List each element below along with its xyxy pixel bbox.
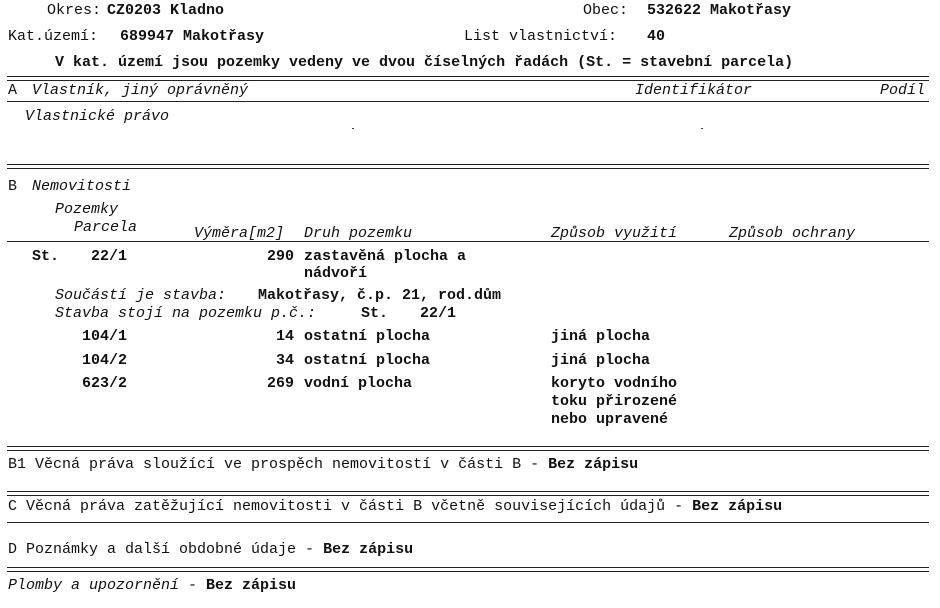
section-a-title: Vlastník, jiný oprávněný [32,82,249,99]
parcel-number: 104/2 [82,352,128,369]
section-b-rule-top-2 [7,168,929,169]
section-a-letter: A [8,82,18,99]
parcel-prefix: St. [32,248,60,265]
col-podil: Podíl [880,82,926,99]
section-d-status: Bez zápisu [323,541,414,558]
section-b-letter: B [8,178,18,195]
section-b1-rule-2 [7,450,929,451]
section-c-status: Bez zápisu [692,498,783,515]
col-identifikator: Identifikátor [635,82,753,99]
section-b-header-rule [7,241,929,242]
parcel-druh: ostatní plocha [304,328,431,345]
section-d-title: D Poznámky a další obdobné údaje - [8,541,324,558]
section-b1-rule [7,446,929,447]
parcel-vyuziti-cont: nebo upravené [551,411,669,428]
parcel-vyuziti: koryto vodního [551,375,678,392]
parcel-druh-cont: nádvoří [304,265,368,282]
section-c-rule-2 [7,495,929,496]
plomby-line [8,577,296,594]
parcel-area: 290 [266,248,294,265]
parcel-vyuziti-cont: toku přirozené [551,393,678,410]
parcel-vyuziti: jiná plocha [551,328,651,345]
section-d-rule-2 [7,571,929,572]
col-zpusob-vyuziti: Způsob využití [551,225,678,242]
section-d-text [8,541,413,558]
lv-label: List vlastnictví: [464,28,618,45]
stoji-prefix: St. [361,305,389,322]
parcel-vyuziti: jiná plocha [551,352,651,369]
parcel-area: 269 [266,375,294,392]
parcel-druh: zastavěná plocha a [304,248,467,265]
section-d-rule [7,567,929,568]
okres-value: CZ0203 Kladno [107,2,225,19]
col-zpusob-ochrany: Způsob ochrany [729,225,856,242]
col-pozemky: Pozemky [55,201,119,218]
plomby-status: Bez zápisu [206,577,297,594]
section-b-rule-top [7,164,929,165]
parcel-druh: vodní plocha [304,375,413,392]
section-a-rule-top [7,76,929,77]
section-a-rule-top-2 [7,80,929,81]
parcel-number: 623/2 [82,375,128,392]
section-b1-title: B1 Věcná práva sloužící ve prospěch nemovitostí v části B - [8,456,549,473]
okres-label: Okres: [47,2,102,19]
section-b1-status: Bez zápisu [548,456,639,473]
obec-label: Obec: [583,2,629,19]
parcel-number: 104/1 [82,328,128,345]
speck-mark [701,128,703,129]
section-a-header-rule [7,101,929,102]
number-series-notice: V kat. území jsou pozemky vedeny ve dvou číselných řadách (St. = stavební parcela) [55,54,794,71]
section-c-title: C Věcná práva zatěžující nemovitosti v části B včetně souvisejících údajů - [8,498,693,515]
section-b1-text [8,456,638,473]
stavba-label: Součástí je stavba: [55,287,227,304]
section-c-rule-bottom [7,522,929,523]
plomby-title: Plomby a upozornění [8,577,180,594]
parcel-area: 34 [275,352,294,369]
parcel-area: 14 [275,328,294,345]
stavba-value: Makotřasy, č.p. 21, rod.dům [258,287,502,304]
section-b-title: Nemovitosti [32,178,132,195]
obec-value: 532622 Makotřasy [647,2,792,19]
lv-value: 40 [647,28,666,45]
katuzemi-value: 689947 Makotřasy [120,28,265,45]
col-vymera: Výměra[m2] [194,225,285,242]
katuzemi-label: Kat.území: [8,28,99,45]
stoji-label: Stavba stojí na pozemku p.č.: [55,305,317,322]
speck-mark [352,128,354,129]
col-druh-pozemku: Druh pozemku [304,225,413,242]
stoji-value: 22/1 [420,305,457,322]
plomby-separator: - [179,577,207,594]
section-c-text [8,498,782,515]
section-c-rule [7,491,929,492]
parcel-druh: ostatní plocha [304,352,431,369]
col-parcela: Parcela [74,219,138,236]
vlastnicke-pravo-heading: Vlastnické právo [25,108,170,125]
parcel-number: 22/1 [91,248,128,265]
